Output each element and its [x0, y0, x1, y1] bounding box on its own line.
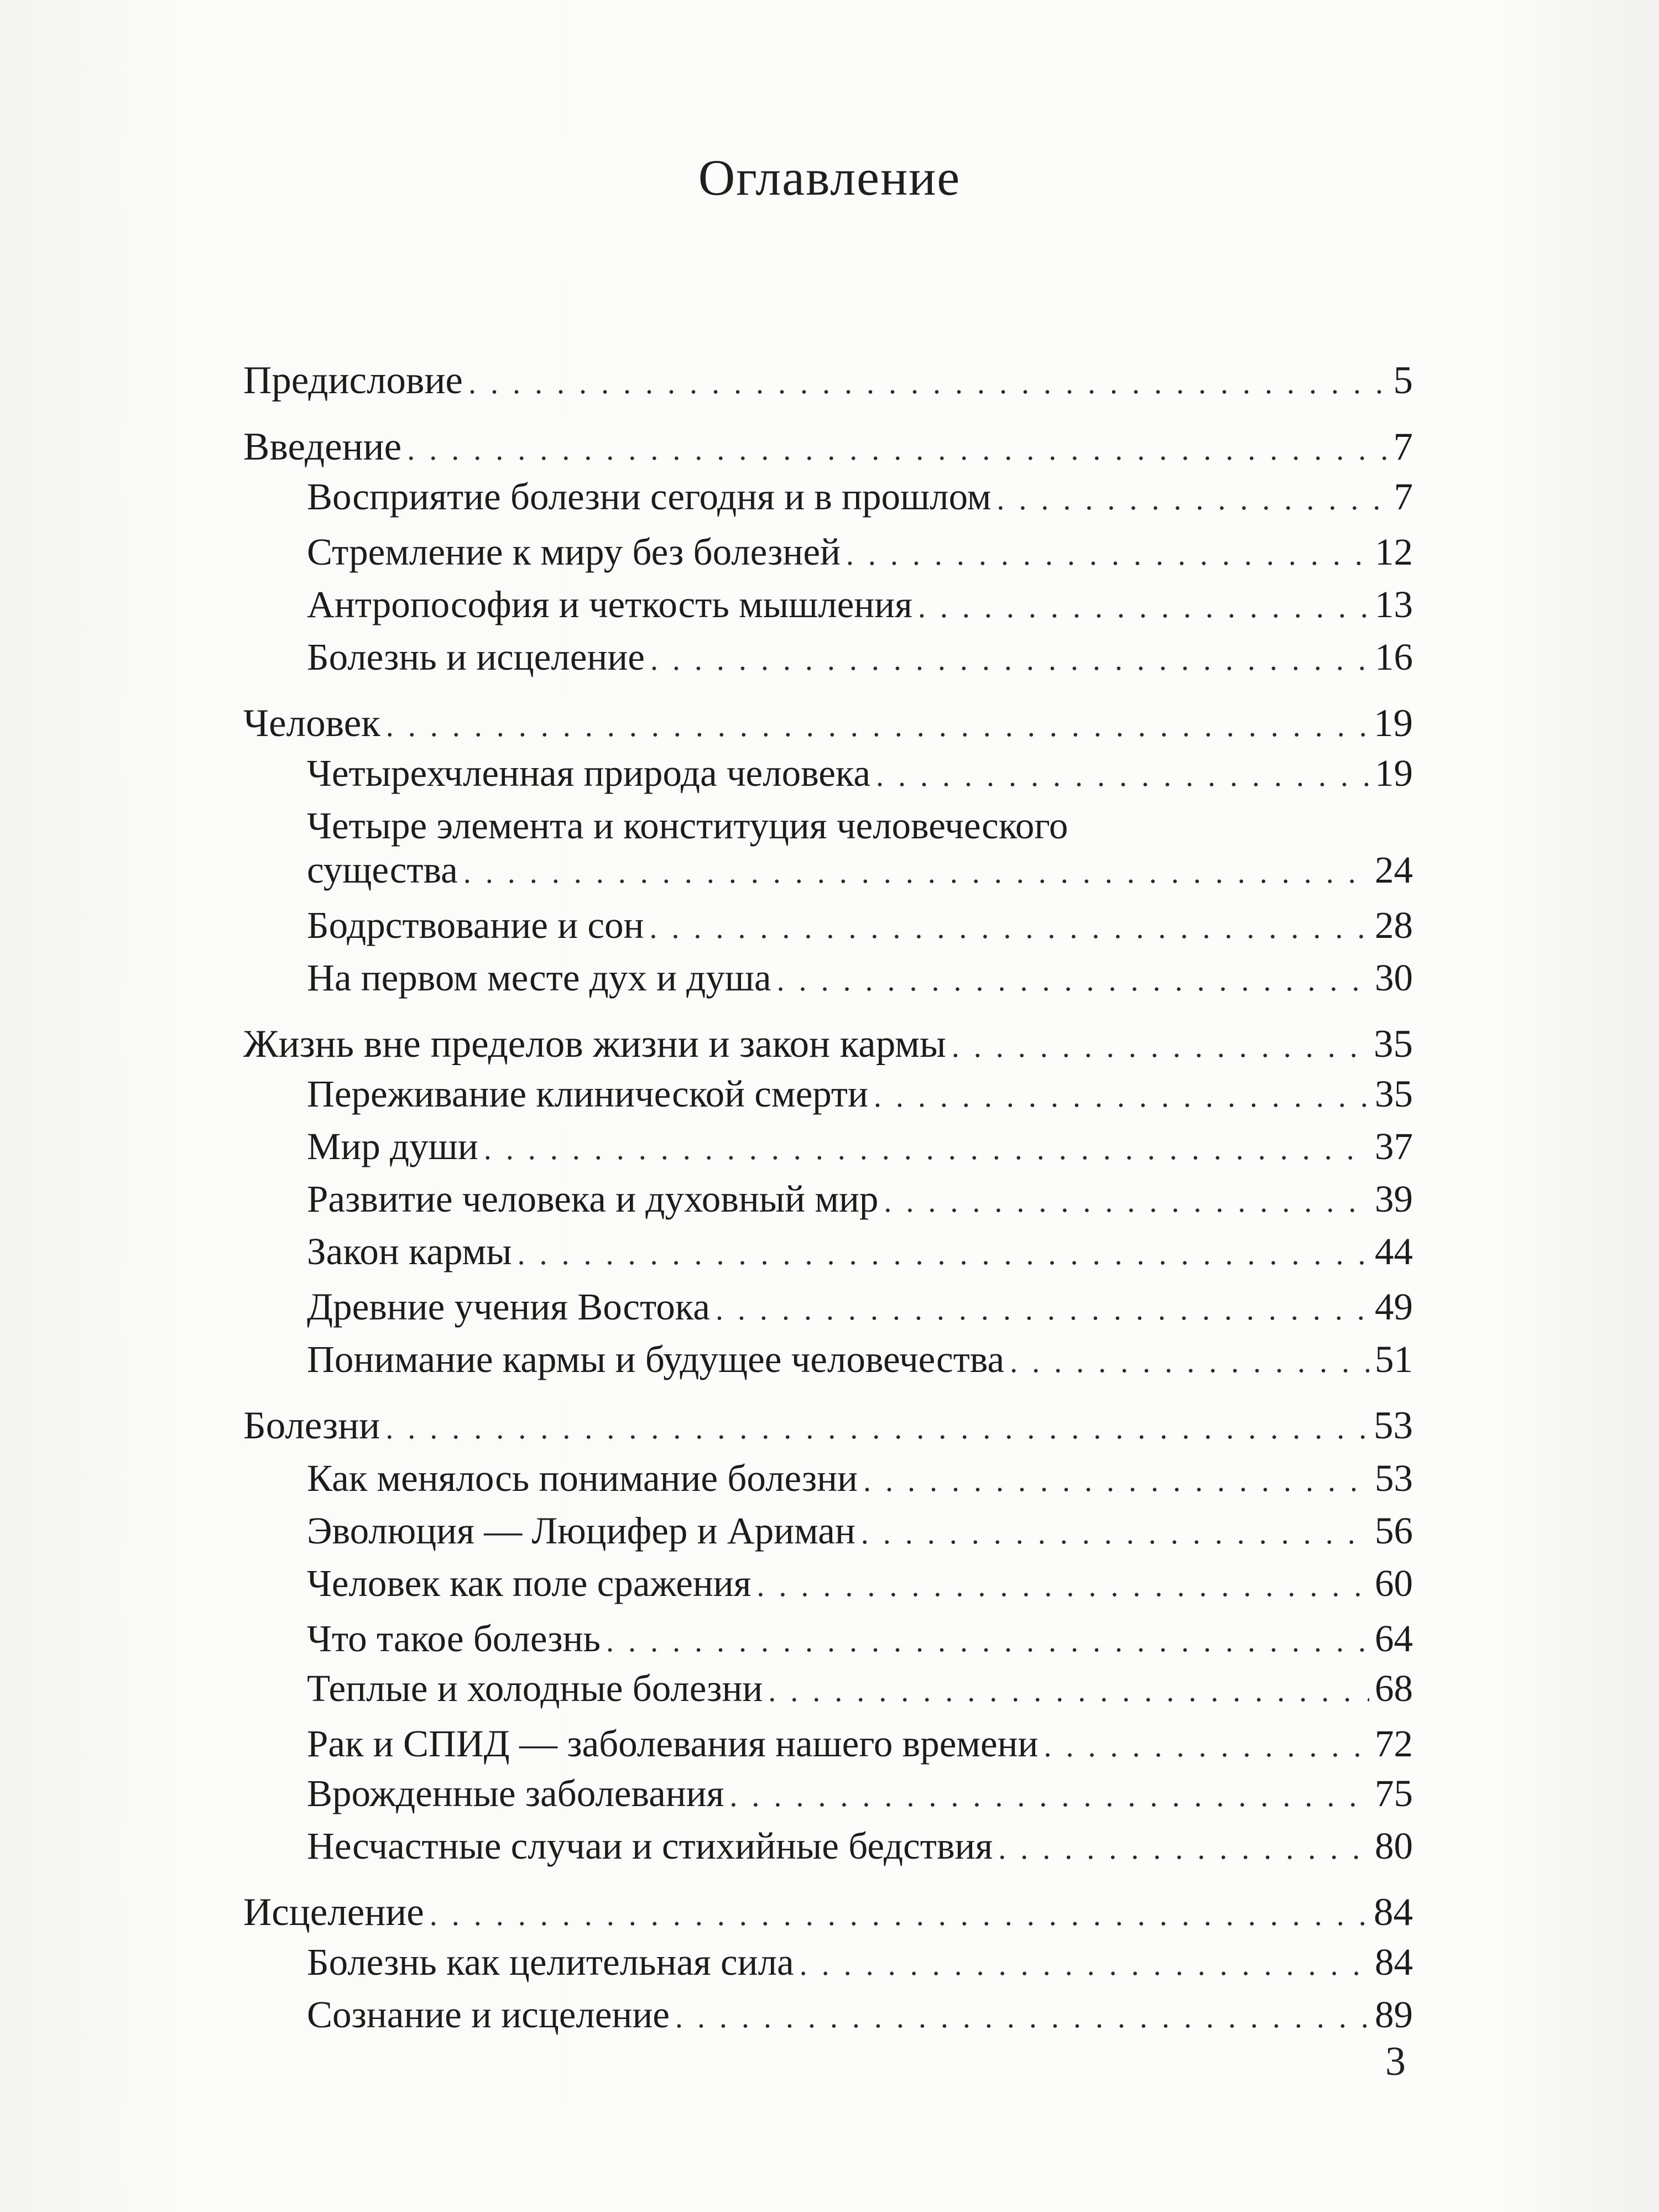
toc-entry-title: Что такое болезнь — [307, 1618, 601, 1660]
dot-leader — [861, 1510, 1369, 1557]
toc-entry-title: Болезни — [243, 1404, 380, 1447]
toc-subentry — [0, 1938, 1659, 1989]
toc-subentry — [0, 954, 1659, 1004]
toc-subentry — [0, 633, 1659, 684]
dot-leader — [874, 1073, 1369, 1120]
toc-entry-page: 56 — [1375, 1510, 1413, 1552]
page-title: Оглавление — [698, 149, 961, 206]
toc-entry-page: 30 — [1375, 957, 1413, 999]
dot-leader — [716, 1286, 1369, 1333]
toc-entry-page: 60 — [1375, 1562, 1413, 1604]
dot-leader — [484, 1125, 1369, 1173]
toc-entry-page: 19 — [1374, 702, 1413, 745]
toc-entry-page: 13 — [1375, 583, 1413, 625]
toc-entry-title: Как менялось понимание болезни — [307, 1457, 858, 1499]
toc-entry-page: 16 — [1375, 636, 1413, 678]
toc-subentry — [0, 1228, 1659, 1278]
toc-entry-page: 84 — [1375, 1941, 1413, 1983]
toc-entry-title: Введение — [243, 425, 402, 468]
toc-entry-title: Развитие человека и духовный мир — [307, 1178, 879, 1220]
toc-subentry — [0, 473, 1659, 523]
toc-entry-title: Бодрствование и сон — [307, 904, 644, 946]
dot-leader — [650, 636, 1369, 684]
toc-subentry — [0, 1615, 1659, 1665]
dot-leader — [997, 476, 1388, 523]
toc-entry-title: Четырехчленная природа человека — [307, 752, 870, 794]
dot-leader — [386, 702, 1368, 750]
dot-leader — [876, 752, 1369, 800]
dot-leader — [800, 1941, 1369, 1989]
dot-leader — [649, 904, 1369, 952]
dot-leader — [729, 1772, 1369, 1820]
dot-leader — [846, 531, 1369, 578]
toc-entry-page: 37 — [1375, 1125, 1413, 1167]
toc-entry — [0, 357, 1659, 407]
toc-entry-title: Врожденные заболевания — [307, 1772, 724, 1814]
toc-entry-page: 75 — [1375, 1772, 1413, 1814]
toc-entry — [0, 1402, 1659, 1452]
toc-entry-page: 35 — [1374, 1022, 1413, 1066]
toc-subentry — [0, 1175, 1659, 1225]
toc-subentry — [0, 1822, 1659, 1872]
toc-entry-page: 84 — [1374, 1891, 1413, 1934]
page-number: 3 — [1385, 2039, 1406, 2084]
toc-entry-title: Переживание клинической смерти — [307, 1073, 868, 1115]
toc-entry-page: 80 — [1375, 1825, 1413, 1867]
dot-leader — [757, 1562, 1369, 1610]
toc-subentry — [0, 528, 1659, 578]
toc-entry-page: 28 — [1375, 904, 1413, 946]
toc-entry-page: 7 — [1394, 476, 1413, 518]
toc-entry-title: Антропософия и четкость мышления — [307, 583, 912, 625]
toc-entry-title: Болезнь как целительная сила — [307, 1941, 794, 1983]
toc-entry-title: Человек — [243, 702, 380, 745]
toc-entry-title: Мир души — [307, 1125, 478, 1167]
toc-subentry — [0, 1559, 1659, 1610]
toc-entry-page: 39 — [1375, 1178, 1413, 1220]
toc-entry-title: Человек как поле сражения — [307, 1562, 752, 1604]
toc-entry-title: существа — [307, 849, 458, 891]
toc-subentry — [0, 846, 1659, 896]
dot-leader — [385, 1405, 1368, 1452]
toc-entry-page: 7 — [1393, 425, 1413, 468]
toc-entry-title: Предисловие — [243, 359, 463, 402]
dot-leader — [863, 1457, 1369, 1505]
toc-entry-page: 12 — [1375, 531, 1413, 573]
toc-entry — [0, 1888, 1659, 1939]
toc-subentry — [0, 1770, 1659, 1820]
toc-entry-page: 64 — [1375, 1618, 1413, 1660]
toc-entry-page: 51 — [1375, 1338, 1413, 1380]
toc-entry — [0, 423, 1659, 473]
toc-entry-page: 35 — [1375, 1073, 1413, 1115]
toc-entry-page: 49 — [1375, 1286, 1413, 1328]
dot-leader — [768, 1667, 1369, 1715]
toc-entry-title: Болезнь и исцеление — [307, 636, 645, 678]
toc-entry-page: 19 — [1375, 752, 1413, 794]
dot-leader — [468, 359, 1388, 407]
toc-entry-title: Стремление к миру без болезней — [307, 531, 841, 573]
dot-leader — [952, 1023, 1368, 1071]
dot-leader — [675, 1994, 1369, 2041]
toc-entry-title: Теплые и холодные болезни — [307, 1667, 763, 1709]
toc-entry-title: Жизнь вне пределов жизни и закон кармы — [243, 1022, 946, 1066]
dot-leader — [884, 1178, 1369, 1225]
dot-leader — [777, 957, 1369, 1004]
toc-entry-page: 53 — [1375, 1457, 1413, 1499]
toc-entry-page: 53 — [1374, 1404, 1413, 1447]
toc-subentry — [0, 749, 1659, 800]
toc-entry-title: Рак и СПИД — заболевания нашего времени — [307, 1723, 1039, 1765]
toc-entry — [0, 700, 1659, 750]
toc-entry-title: Сознание и исцеление — [307, 1994, 670, 2036]
toc-entry-title: Четыре элемента и конституция человеческого — [307, 805, 1068, 847]
toc-entry-title: Понимание кармы и будущее человечества — [307, 1338, 1005, 1380]
dot-leader — [1010, 1338, 1369, 1386]
dot-leader — [918, 583, 1369, 631]
toc-subentry — [0, 1335, 1659, 1386]
toc-entry-page: 44 — [1375, 1230, 1413, 1272]
toc-entry-page: 5 — [1393, 359, 1413, 402]
toc-entry-page: 68 — [1375, 1667, 1413, 1709]
toc-subentry — [0, 1123, 1659, 1173]
toc-subentry — [0, 581, 1659, 631]
toc-entry-page: 24 — [1375, 849, 1413, 891]
dot-leader — [463, 849, 1369, 896]
toc-entry-title: На первом месте дух и душа — [307, 957, 771, 999]
toc-subentry — [0, 802, 1659, 849]
toc-entry-title: Исцеление — [243, 1891, 424, 1934]
dot-leader — [606, 1618, 1369, 1665]
toc-entry-title: Несчастные случаи и стихийные бедствия — [307, 1825, 993, 1867]
dot-leader — [430, 1891, 1368, 1939]
toc-subentry — [0, 1720, 1659, 1770]
dot-leader — [998, 1825, 1369, 1872]
toc-subentry — [0, 901, 1659, 952]
toc-entry-title: Восприятие болезни сегодня и в прошлом — [307, 476, 992, 518]
dot-leader — [407, 426, 1387, 473]
toc-entry — [0, 1020, 1659, 1071]
toc-entry-title: Древние учения Востока — [307, 1286, 710, 1328]
toc-entry-page: 72 — [1375, 1723, 1413, 1765]
toc-subentry — [0, 1665, 1659, 1715]
toc-subentry — [0, 1991, 1659, 2041]
toc-subentry — [0, 1507, 1659, 1557]
toc-entry-title: Эволюция — Люцифер и Ариман — [307, 1510, 855, 1552]
toc-entry-title: Закон кармы — [307, 1230, 512, 1272]
toc-entry-page: 89 — [1375, 1994, 1413, 2036]
toc-subentry — [0, 1283, 1659, 1333]
dot-leader — [1044, 1723, 1369, 1770]
toc-subentry — [0, 1070, 1659, 1120]
toc-subentry — [0, 1454, 1659, 1505]
dot-leader — [517, 1230, 1369, 1278]
